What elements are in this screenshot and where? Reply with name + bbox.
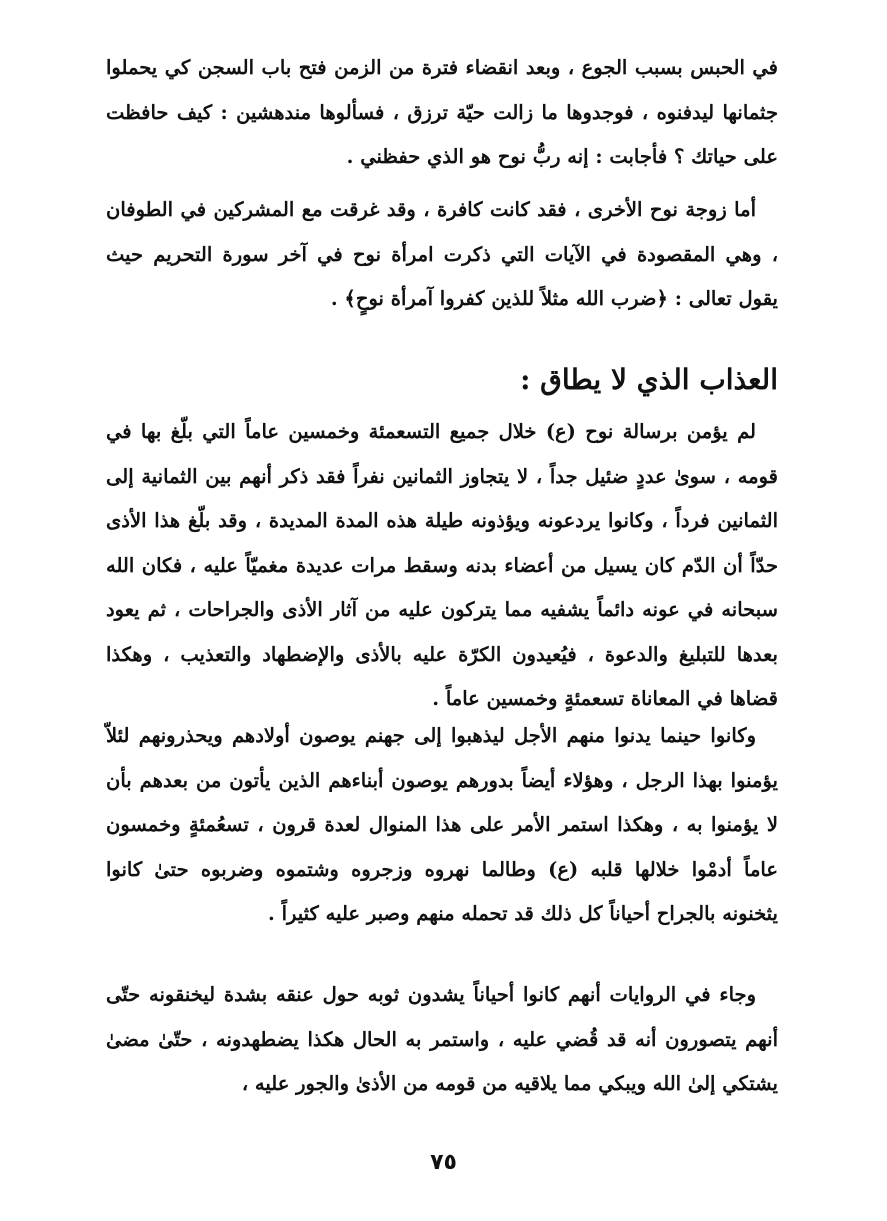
paragraph-text: وجاء في الروايات أنهم كانوا أحياناً يشدون ثوبه حول عنقه بشدة ليخنقونه حتّى أنهم يتصورون أنه قد قُضي عليه ، واستمر به الحال هكذا يضطهدونه ، حتّىٰ مضىٰ يشتكي إلىٰ الله ويبكي مما يلاقيه من قومه من الأذىٰ والجور عليه ، — [106, 983, 778, 1095]
paragraph-unbearable-torment — [106, 410, 778, 722]
paragraph-continuation: في الحبس بسبب الجوع ، وبعد انقضاء فترة من الزمن فتح باب السجن كي يحملوا جثمانها ليدفنوه ، فوجدوها ما زالت حيّة ترزق ، فسألوها مندهشين : كيف حافظت على حياتك ؟ فأجابت : إنه ربُّ نوح هو الذي حفظني . — [106, 56, 778, 168]
section-heading: العذاب الذي لا يطاق : — [520, 363, 778, 396]
paragraph-text: وكانوا حينما يدنوا منهم الأجل ليذهبوا إلى جهنم يوصون أولادهم ويحذرونهم لئلاّ يؤمنوا بهذا الرجل ، وهؤلاء أيضاً بدورهم يوصون أبناءهم الذين يأتون من بعدهم بأن لا يؤمنوا به ، وهكذا استمر الأمر على هذا المنوال لعدة قرون ، تسعُمئةٍ وخمسون عاماً أدمْوا خلالها قلبه (ع) وطالما نهروه وزجروه وشتموه وضربوه حتىٰ كانوا يثخنونه بالجراح أحياناً كل ذلك قد تحمله منهم وصبر عليه كثيراً . — [106, 724, 778, 925]
page-number: ٧٥ — [430, 1150, 457, 1175]
paragraph-generations — [106, 714, 778, 937]
paragraph-noah-wife — [106, 188, 778, 322]
paragraph-text: لم يؤمن برسالة نوح (ع) خلال جميع التسعمئة وخمسين عاماً التي بلّغ بها في قومه ، سوىٰ عددٍ ضئيل جداً ، لا يتجاوز الثمانين نفراً فقد ذكر أنهم بين الثمانية إلى الثمانين فرداً ، وكانوا يردعونه ويؤذونه طيلة هذه المدة المديدة ، وقد بلّغ هذا الأذى حدّاً أن الدّم كان يسيل من أعضاء بدنه وسقط مرات عديدة مغميّاً عليه ، فكان الله سبحانه في عونه دائماً يشفيه مما يتركون عليه من آثار الأذى والجراحات ، ثم يعود بعدها للتبليغ والدعوة ، فيُعيدون الكرّة عليه بالأذى والإضطهاد والتعذيب ، وهكذا قضاها في المعاناة تسعمئةٍ وخمسين عاماً . — [106, 420, 778, 710]
paragraph-text: أما زوجة نوح الأخرى ، فقد كانت كافرة ، وقد غرقت مع المشركين في الطوفان ، وهي المقصودة في الآيات التي ذكرت امرأة نوح في آخر سورة التحريم حيث يقول تعالى : ﴿ضرب الله مثلاً للذين كفروا آمرأة نوحٍ﴾ . — [106, 198, 778, 310]
paragraph-narrations — [106, 973, 778, 1107]
